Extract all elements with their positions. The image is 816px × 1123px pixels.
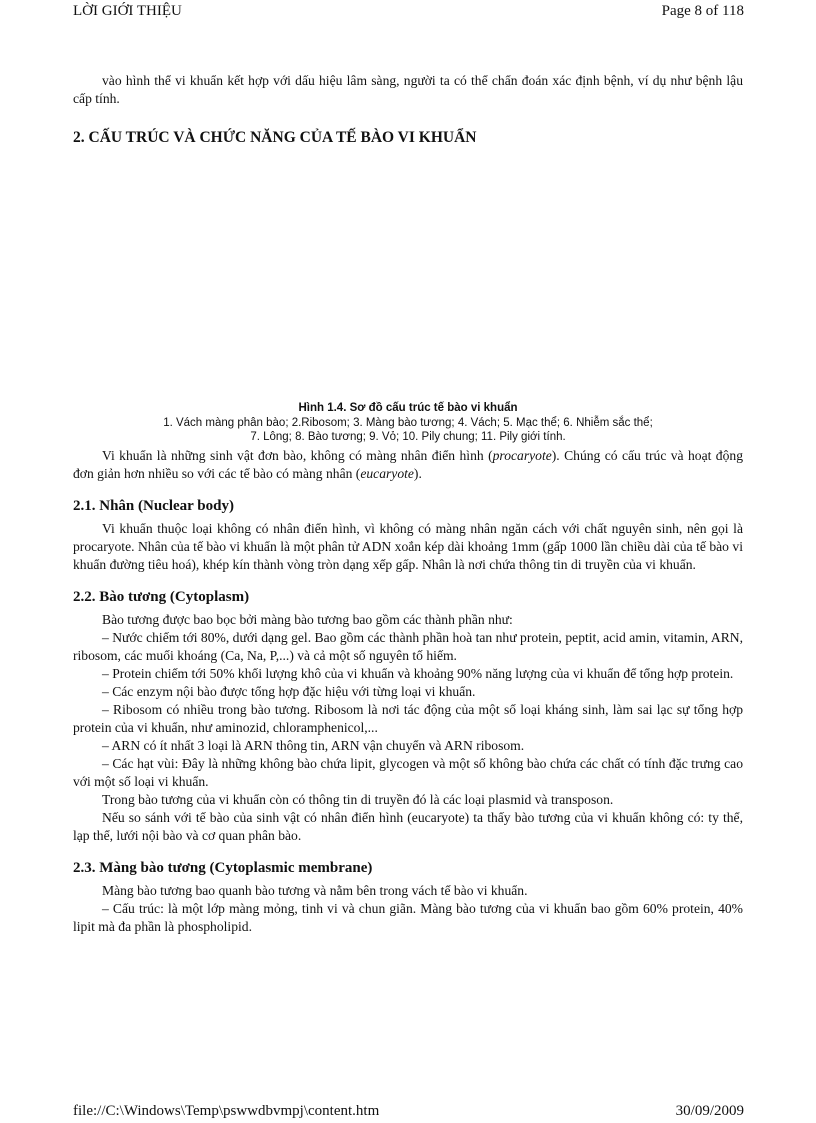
section-2-1-title: 2.1. Nhân (Nuclear body): [73, 498, 234, 514]
figure-title: Hình 1.4. Sơ đồ cấu trúc tế bào vi khuẩn: [298, 402, 518, 414]
s22-paragraph: – Nước chiếm tới 80%, dưới dạng gel. Bao gồm các thành phần hoà tan như protein, peptit, acid amin, vitamin, ARN, ribosom, các muối khoáng (Ca, Na, P,...) và cả một số nguyên tố hiếm.: [73, 630, 743, 663]
section-2-2-title: 2.2. Bào tương (Cytoplasm): [73, 589, 250, 605]
footer-date: 30/09/2009: [675, 1103, 744, 1119]
s22-paragraph: Trong bào tương của vi khuẩn còn có thông tin di truyền đó là các loại plasmid và transposon.: [102, 792, 614, 807]
figure-area: [73, 148, 743, 401]
s23-paragraph: – Cấu trúc: là một lớp màng mỏng, tinh vi và chun giãn. Màng bào tương của vi khuẩn bao gồm 60% protein, 40% lipit mà đa phần là phospholipid.: [73, 901, 743, 934]
section-2-2-body: [73, 611, 743, 845]
overview-text-c: ).: [413, 466, 422, 481]
footer-file-path: file://C:\Windows\Temp\pswwdbvmpj\content.htm: [73, 1103, 380, 1119]
s22-paragraph: – Các enzym nội bào được tổng hợp đặc hiệu với từng loại vi khuẩn.: [102, 684, 476, 699]
page-footer: [73, 1102, 744, 1120]
section-2-3-title: 2.3. Màng bào tương (Cytoplasmic membrane): [73, 860, 373, 876]
overview-text-b: ). Chúng có cấu trúc và hoạt động đơn giản hơn nhiều so với các tế bào có màng nhân (: [73, 448, 743, 481]
section-2-title: 2. CẤU TRÚC VÀ CHỨC NĂNG CỦA TẾ BÀO VI KHUẨN: [73, 129, 477, 146]
s22-paragraph: – ARN có ít nhất 3 loại là ARN thông tin, ARN vận chuyển và ARN ribosom.: [102, 738, 525, 753]
s23-paragraph: Màng bào tương bao quanh bào tương và nằm bên trong vách tế bào vi khuẩn.: [102, 883, 528, 898]
s22-paragraph: – Các hạt vùi: Đây là những không bào chứa lipit, glycogen và một số không bào chứa các chất có tính đặc trưng cao với một số loại vi khuẩn.: [73, 756, 743, 789]
intro-paragraph: vào hình thể vi khuẩn kết hợp với dấu hiệu lâm sàng, người ta có thể chẩn đoán xác định bệnh, ví dụ như bệnh lậu cấp tính.: [73, 73, 743, 106]
section-2-1-paragraph: Vi khuẩn thuộc loại không có nhân điển hình, vì không có màng nhân ngăn cách với chất nguyên sinh, nên gọi là procaryote. Nhân của tế bào vi khuẩn là một phân tử ADN xoắn kép dài khoảng 1mm (gấp 1000 lần chiều dài của tế bào vi khuẩn đường tiêu hoá), khép kín thành vòng tròn dạng xếp gấp. Nhân là nơi chứa thông tin di truyền của vi khuẩn.: [73, 521, 743, 572]
term-eucaryote: eucaryote: [360, 466, 414, 481]
s22-paragraph: Bào tương được bao bọc bởi màng bào tương bao gồm các thành phần như:: [102, 612, 513, 627]
s22-paragraph: Nếu so sánh với tế bào của sinh vật có nhân điển hình (eucaryote) ta thấy bào tương của vi khuẩn không có: ty thể, lạp thể, lưới nội bào và cơ quan phân bào.: [73, 810, 743, 843]
figure-caption: [73, 401, 743, 444]
page-header: [73, 2, 744, 20]
s22-paragraph: – Protein chiếm tới 50% khối lượng khô của vi khuẩn và khoảng 90% năng lượng của vi khuẩn để tổng hợp protein.: [102, 666, 734, 681]
page-content: [73, 72, 743, 936]
section-2-3-body: [73, 882, 743, 936]
figure-legend-line-1: 1. Vách màng phân bào; 2.Ribosom; 3. Màng bào tương; 4. Vách; 5. Mạc thể; 6. Nhiễm sắc thể;: [163, 417, 653, 429]
term-procaryote: procaryote: [492, 448, 552, 463]
s22-paragraph: – Ribosom có nhiều trong bào tương. Ribosom là nơi tác động của một số loại kháng sinh, làm sai lạc sự tổng hợp protein của vi khuẩn, như aminozid, chloramphenicol,...: [73, 702, 743, 735]
overview-text-a: Vi khuẩn là những sinh vật đơn bào, không có màng nhân điển hình (: [102, 448, 493, 463]
figure-legend-line-2: 7. Lông; 8. Bào tương; 9. Vỏ; 10. Pily chung; 11. Pily giới tính.: [250, 431, 566, 443]
overview-paragraph: [73, 447, 743, 483]
header-chapter: LỜI GIỚI THIỆU: [73, 3, 182, 19]
header-page-number: Page 8 of 118: [661, 3, 744, 19]
